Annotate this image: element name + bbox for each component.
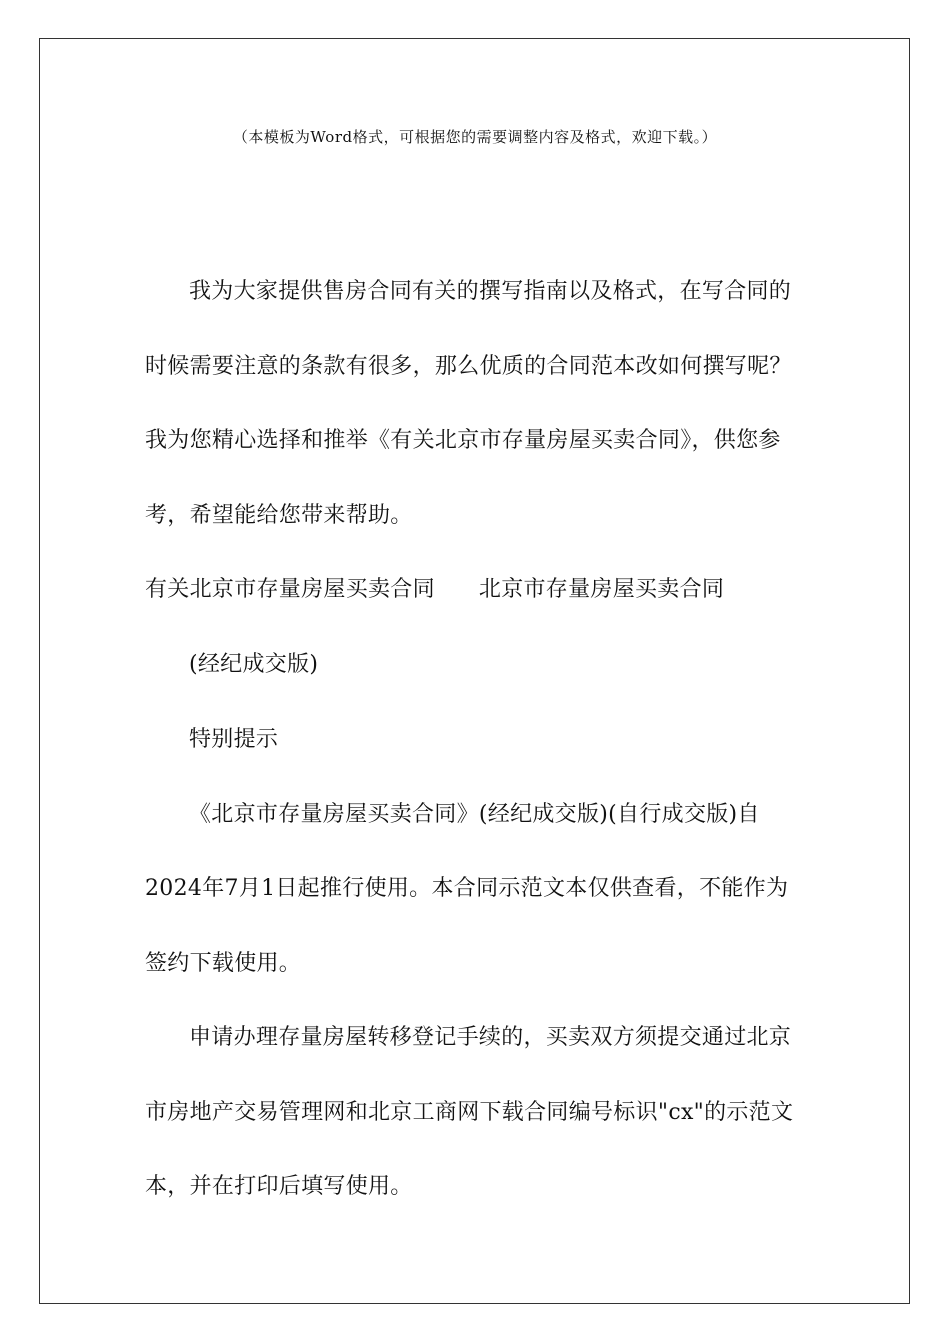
notice-line-4: 申请办理存量房屋转移登记手续的，买卖双方须提交通过北京: [189, 1025, 792, 1050]
notice-line-5: 市房地产交易管理网和北京工商网下载合同编号标识"cx"的示范文: [145, 1100, 794, 1125]
notice-line-6: 本，并在打印后填写使用。: [145, 1174, 413, 1199]
paragraph-line-3: 我为您精心选择和推举《有关北京市存量房屋买卖合同》，供您参: [145, 428, 781, 453]
notice-line-2: 2024年7月1日起推行使用。本合同示范文本仅供查看，不能作为: [145, 876, 789, 901]
paragraph-line-2: 时候需要注意的条款有很多，那么优质的合同范本改如何撰写呢？: [145, 354, 792, 379]
paragraph-line-4: 考，希望能给您带来帮助。: [145, 503, 413, 528]
notice-line-3: 签约下载使用。: [145, 951, 302, 976]
special-notice-title: 特别提示: [189, 727, 279, 752]
paragraph-line-1: 我为大家提供售房合同有关的撰写指南以及格式，在写合同的: [189, 279, 792, 304]
notice-line-1: 《北京市存量房屋买卖合同》(经纪成交版)(自行成交版)自: [189, 802, 760, 827]
edition-label: (经纪成交版): [189, 652, 319, 677]
template-note: （本模板为Word格式，可根据您的需要调整内容及格式，欢迎下载。）: [232, 128, 718, 146]
contract-heading-left: 有关北京市存量房屋买卖合同: [145, 577, 435, 602]
contract-heading-right: 北京市存量房屋买卖合同: [478, 577, 725, 602]
contract-heading: [145, 572, 724, 603]
